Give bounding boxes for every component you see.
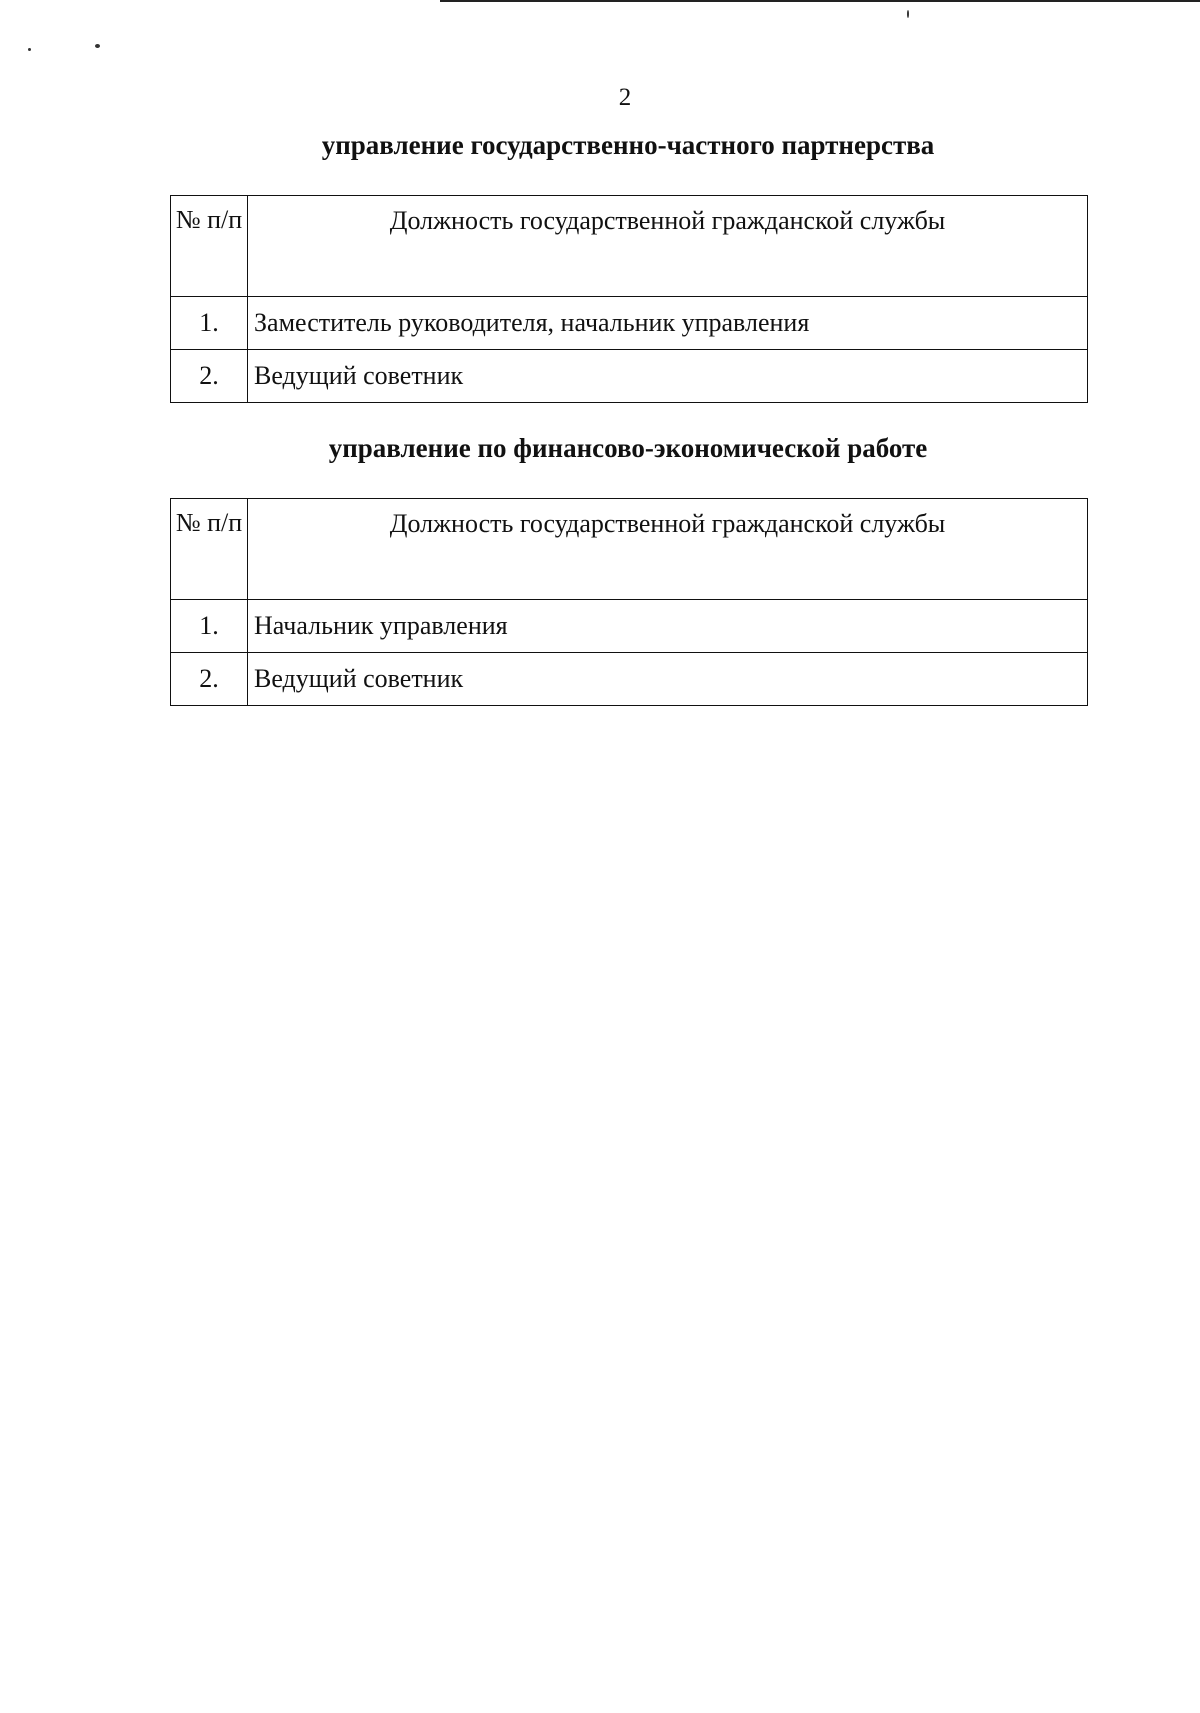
table-row	[171, 297, 1088, 350]
row-position: Заместитель руководителя, начальник управления	[248, 297, 1088, 350]
row-position: Начальник управления	[248, 600, 1088, 653]
number-column-header: № п/п	[171, 499, 248, 600]
table-row	[171, 653, 1088, 706]
number-column-header: № п/п	[171, 196, 248, 297]
row-position: Ведущий советник	[248, 653, 1088, 706]
row-number: 2.	[171, 350, 248, 403]
table-header-row	[171, 499, 1088, 600]
section-title-ppp: управление государственно-частного партнерства	[321, 130, 935, 160]
position-column-header: Должность государственной гражданской службы	[248, 499, 1088, 600]
row-position: Ведущий советник	[248, 350, 1088, 403]
row-number: 1.	[171, 600, 248, 653]
table-row	[171, 600, 1088, 653]
table-header-row	[171, 196, 1088, 297]
row-number: 2.	[171, 653, 248, 706]
scan-speck	[95, 44, 100, 48]
row-number: 1.	[171, 297, 248, 350]
positions-table-ppp	[170, 195, 1088, 403]
position-column-header: Должность государственной гражданской службы	[248, 196, 1088, 297]
scan-speck	[28, 48, 31, 51]
scan-speck	[907, 10, 909, 18]
page-number: 2	[618, 84, 632, 111]
table-row	[171, 350, 1088, 403]
positions-table-finance	[170, 498, 1088, 706]
scan-edge-line	[440, 0, 1200, 2]
section-title-finance: управление по финансово-экономической работе	[328, 433, 928, 463]
